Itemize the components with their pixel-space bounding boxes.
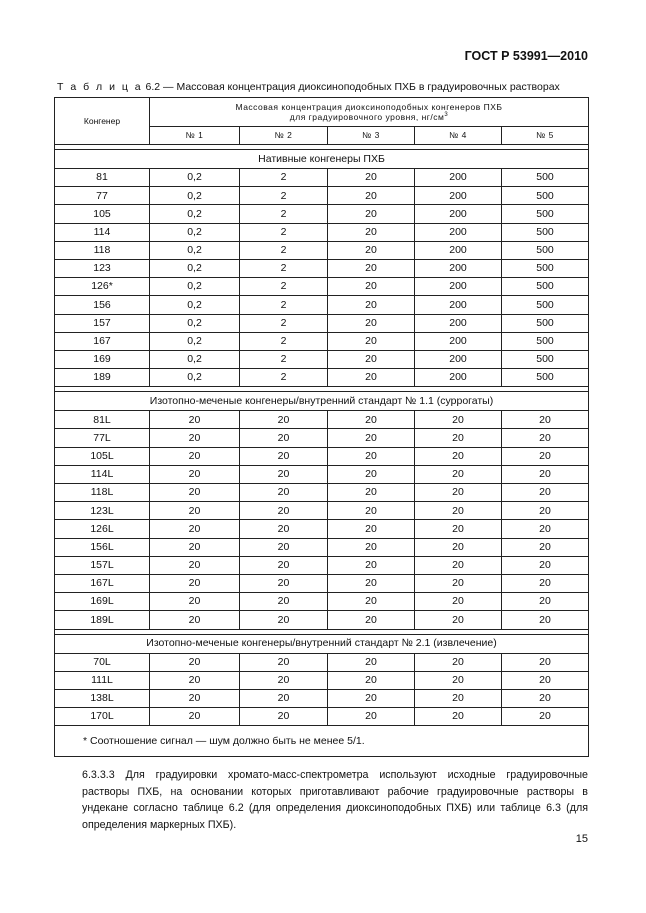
concentration-cell: 20: [150, 465, 240, 483]
congener-cell: 118L: [55, 484, 150, 502]
concentration-cell: 2: [240, 278, 328, 296]
concentration-cell: 20: [240, 689, 328, 707]
concentration-cell: 200: [415, 369, 502, 387]
congener-cell: 126L: [55, 520, 150, 538]
concentration-cell: 20: [415, 411, 502, 429]
concentration-cell: 20: [415, 708, 502, 726]
caption-text: 6.2 — Массовая концентрация диоксиноподобных ПХБ в градуировочных растворах: [145, 81, 560, 93]
concentration-cell: 20: [328, 465, 415, 483]
concentration-cell: 20: [328, 447, 415, 465]
standard-code: ГОСТ Р 53991—2010: [464, 49, 588, 63]
concentration-cell: 20: [502, 671, 589, 689]
concentration-cell: 20: [328, 223, 415, 241]
concentration-cell: 20: [328, 574, 415, 592]
congener-cell: 126*: [55, 278, 150, 296]
concentration-cell: 20: [502, 611, 589, 629]
concentration-cell: 2: [240, 314, 328, 332]
table-row: [55, 205, 589, 223]
concentration-cell: 20: [502, 708, 589, 726]
concentration-cell: 20: [328, 538, 415, 556]
concentration-cell: 20: [415, 447, 502, 465]
concentration-cell: 200: [415, 187, 502, 205]
congener-cell: 77: [55, 187, 150, 205]
concentration-cell: 20: [150, 411, 240, 429]
table-row: [55, 574, 589, 592]
concentration-cell: 20: [502, 593, 589, 611]
congener-cell: 114L: [55, 465, 150, 483]
concentration-cell: 20: [328, 502, 415, 520]
concentration-cell: 20: [150, 671, 240, 689]
concentration-cell: 500: [502, 332, 589, 350]
congener-cell: 167L: [55, 574, 150, 592]
concentration-cell: 0,2: [150, 169, 240, 187]
concentration-cell: 20: [240, 556, 328, 574]
concentration-cell: 2: [240, 205, 328, 223]
table-row: [55, 538, 589, 556]
concentration-cell: 20: [415, 689, 502, 707]
concentration-cell: 2: [240, 241, 328, 259]
table-row: [55, 169, 589, 187]
congener-cell: 81: [55, 169, 150, 187]
table-row: [55, 611, 589, 629]
concentration-cell: 20: [150, 429, 240, 447]
concentration-cell: 20: [150, 502, 240, 520]
concentration-cell: 0,2: [150, 223, 240, 241]
concentration-cell: 20: [328, 671, 415, 689]
table-row: [55, 223, 589, 241]
concentration-cell: 20: [328, 653, 415, 671]
concentration-cell: 0,2: [150, 314, 240, 332]
congener-cell: 118: [55, 241, 150, 259]
concentration-cell: 20: [502, 429, 589, 447]
concentration-cell: 2: [240, 350, 328, 368]
concentration-cell: 20: [502, 447, 589, 465]
congener-cell: 114: [55, 223, 150, 241]
section-header-row: [55, 634, 589, 653]
concentration-cell: 20: [150, 520, 240, 538]
concentration-cell: 2: [240, 332, 328, 350]
concentration-cell: 20: [240, 538, 328, 556]
table-row: [55, 429, 589, 447]
congener-cell: 189L: [55, 611, 150, 629]
concentration-cell: 20: [150, 611, 240, 629]
concentration-cell: 20: [502, 538, 589, 556]
concentration-cell: 20: [240, 411, 328, 429]
concentration-cell: 20: [415, 556, 502, 574]
header-concentration: [150, 98, 589, 127]
concentration-cell: 20: [150, 556, 240, 574]
concentration-cell: 20: [328, 520, 415, 538]
concentration-cell: 20: [328, 689, 415, 707]
concentration-cell: 20: [240, 611, 328, 629]
concentration-cell: 0,2: [150, 332, 240, 350]
table-row: [55, 369, 589, 387]
table-row: [55, 653, 589, 671]
table-row: [55, 593, 589, 611]
concentration-cell: 20: [502, 574, 589, 592]
concentration-cell: 500: [502, 278, 589, 296]
congener-cell: 105: [55, 205, 150, 223]
concentration-cell: 20: [415, 484, 502, 502]
table-row: [55, 259, 589, 277]
concentration-cell: 20: [328, 411, 415, 429]
concentration-cell: 500: [502, 223, 589, 241]
section-header-row: [55, 150, 589, 169]
header-level: № 1: [150, 127, 240, 145]
table-row: [55, 484, 589, 502]
table-row: [55, 502, 589, 520]
table-row: [55, 350, 589, 368]
table-row: [55, 296, 589, 314]
table-body: [55, 145, 589, 726]
concentration-cell: 20: [415, 593, 502, 611]
congener-cell: 156L: [55, 538, 150, 556]
concentration-cell: 200: [415, 296, 502, 314]
congener-cell: 81L: [55, 411, 150, 429]
table-caption: [57, 81, 597, 93]
concentration-cell: 500: [502, 169, 589, 187]
section-title: Нативные конгенеры ПХБ: [55, 150, 589, 169]
congener-cell: 167: [55, 332, 150, 350]
concentration-cell: 200: [415, 223, 502, 241]
concentration-cell: 500: [502, 350, 589, 368]
concentration-cell: 20: [240, 520, 328, 538]
congener-cell: 105L: [55, 447, 150, 465]
concentration-cell: 500: [502, 241, 589, 259]
concentration-cell: 20: [150, 708, 240, 726]
concentration-cell: 20: [415, 429, 502, 447]
table-row: [55, 447, 589, 465]
header-level: № 4: [415, 127, 502, 145]
concentration-cell: 20: [328, 278, 415, 296]
concentration-table: [54, 97, 589, 757]
concentration-cell: 500: [502, 314, 589, 332]
table-footnote: * Соотношение сигнал — шум должно быть не менее 5/1.: [55, 726, 589, 757]
concentration-cell: 20: [240, 447, 328, 465]
concentration-cell: 0,2: [150, 259, 240, 277]
concentration-cell: 20: [328, 708, 415, 726]
table-row: [55, 241, 589, 259]
concentration-cell: 2: [240, 369, 328, 387]
congener-cell: 170L: [55, 708, 150, 726]
concentration-cell: 20: [415, 465, 502, 483]
caption-label: Т а б л и ц а: [57, 81, 143, 93]
congener-cell: 189: [55, 369, 150, 387]
concentration-cell: 20: [150, 653, 240, 671]
congener-cell: 123: [55, 259, 150, 277]
concentration-cell: 0,2: [150, 296, 240, 314]
concentration-cell: 20: [240, 671, 328, 689]
table-row: [55, 278, 589, 296]
concentration-cell: 20: [328, 332, 415, 350]
concentration-cell: 0,2: [150, 205, 240, 223]
concentration-cell: 20: [240, 574, 328, 592]
concentration-cell: 20: [502, 520, 589, 538]
header-concentration-line2: для градуировочного уровня, нг/см: [289, 111, 445, 122]
concentration-cell: 20: [150, 447, 240, 465]
concentration-cell: 20: [240, 708, 328, 726]
concentration-cell: 20: [328, 556, 415, 574]
concentration-cell: 20: [240, 502, 328, 520]
concentration-cell: 500: [502, 205, 589, 223]
concentration-cell: 0,2: [150, 241, 240, 259]
congener-cell: 123L: [55, 502, 150, 520]
concentration-cell: 200: [415, 259, 502, 277]
table-row: [55, 332, 589, 350]
table-row: [55, 520, 589, 538]
concentration-cell: 20: [415, 574, 502, 592]
table-row: [55, 411, 589, 429]
concentration-cell: 20: [328, 593, 415, 611]
concentration-cell: 20: [328, 241, 415, 259]
concentration-cell: 20: [328, 187, 415, 205]
table-row: [55, 671, 589, 689]
concentration-cell: 20: [328, 350, 415, 368]
concentration-cell: 20: [240, 484, 328, 502]
concentration-cell: 500: [502, 259, 589, 277]
concentration-cell: 20: [415, 502, 502, 520]
concentration-cell: 20: [502, 484, 589, 502]
concentration-cell: 20: [240, 653, 328, 671]
header-level: № 2: [240, 127, 328, 145]
concentration-cell: 200: [415, 350, 502, 368]
concentration-cell: 20: [415, 671, 502, 689]
congener-cell: 111L: [55, 671, 150, 689]
concentration-cell: 500: [502, 296, 589, 314]
concentration-cell: 20: [150, 484, 240, 502]
concentration-cell: 20: [502, 502, 589, 520]
concentration-cell: 20: [502, 556, 589, 574]
concentration-cell: 20: [415, 611, 502, 629]
concentration-cell: 2: [240, 296, 328, 314]
concentration-cell: 20: [328, 205, 415, 223]
concentration-cell: 500: [502, 369, 589, 387]
concentration-cell: 2: [240, 169, 328, 187]
concentration-cell: 20: [415, 653, 502, 671]
table-row: [55, 708, 589, 726]
concentration-cell: 0,2: [150, 278, 240, 296]
concentration-cell: 200: [415, 169, 502, 187]
concentration-cell: 20: [240, 429, 328, 447]
concentration-cell: 0,2: [150, 369, 240, 387]
header-level: № 5: [502, 127, 589, 145]
congener-cell: 157: [55, 314, 150, 332]
concentration-cell: 20: [150, 593, 240, 611]
concentration-cell: 20: [328, 429, 415, 447]
concentration-cell: 20: [328, 169, 415, 187]
page-number: 15: [575, 833, 588, 845]
concentration-cell: 20: [502, 465, 589, 483]
section-title: Изотопно-меченые конгенеры/внутренний стандарт № 1.1 (суррогаты): [55, 392, 589, 411]
concentration-cell: 2: [240, 223, 328, 241]
concentration-cell: 20: [328, 314, 415, 332]
table-row: [55, 465, 589, 483]
congener-cell: 169: [55, 350, 150, 368]
congener-cell: 156: [55, 296, 150, 314]
concentration-cell: 20: [328, 259, 415, 277]
concentration-cell: 20: [415, 538, 502, 556]
concentration-cell: 20: [328, 296, 415, 314]
table-row: [55, 314, 589, 332]
table-row: [55, 556, 589, 574]
concentration-cell: 200: [415, 241, 502, 259]
table-row: [55, 187, 589, 205]
concentration-cell: 200: [415, 314, 502, 332]
concentration-cell: 20: [415, 520, 502, 538]
concentration-cell: 0,2: [150, 187, 240, 205]
congener-cell: 70L: [55, 653, 150, 671]
concentration-cell: 500: [502, 187, 589, 205]
congener-cell: 157L: [55, 556, 150, 574]
concentration-cell: 20: [240, 593, 328, 611]
paragraph-text: 6.3.3.3 Для градуировки хромато-масс-спектрометра используют исходные градуировочные растворы ПХБ, на основании которых приготавливают рабочие градуировочные растворы в ундекане согласно таблице 6.2 (для определения диоксиноподобных ПХБ) или таблице 6.3 (для определения маркерных ПХБ).: [82, 769, 588, 831]
concentration-cell: 20: [502, 411, 589, 429]
header-level: № 3: [328, 127, 415, 145]
congener-cell: 169L: [55, 593, 150, 611]
concentration-cell: 20: [328, 484, 415, 502]
concentration-cell: 20: [150, 689, 240, 707]
congener-cell: 138L: [55, 689, 150, 707]
header-congener: Конгенер: [55, 98, 150, 145]
header-unit-superscript: 3: [444, 111, 449, 118]
table-row: [55, 689, 589, 707]
concentration-cell: 20: [150, 538, 240, 556]
concentration-cell: 200: [415, 278, 502, 296]
concentration-cell: 200: [415, 332, 502, 350]
concentration-cell: 20: [150, 574, 240, 592]
paragraph-6-3-3-3: [58, 767, 588, 833]
concentration-cell: 20: [328, 611, 415, 629]
concentration-cell: 200: [415, 205, 502, 223]
concentration-cell: 2: [240, 187, 328, 205]
congener-cell: 77L: [55, 429, 150, 447]
header-concentration-line1: Массовая концентрация диоксиноподобных конгенеров ПХБ: [235, 102, 503, 113]
concentration-cell: 20: [502, 689, 589, 707]
concentration-cell: 20: [240, 465, 328, 483]
concentration-cell: 2: [240, 259, 328, 277]
section-title: Изотопно-меченые конгенеры/внутренний стандарт № 2.1 (извлечение): [55, 634, 589, 653]
concentration-cell: 0,2: [150, 350, 240, 368]
section-header-row: [55, 392, 589, 411]
concentration-cell: 20: [328, 369, 415, 387]
concentration-cell: 20: [502, 653, 589, 671]
